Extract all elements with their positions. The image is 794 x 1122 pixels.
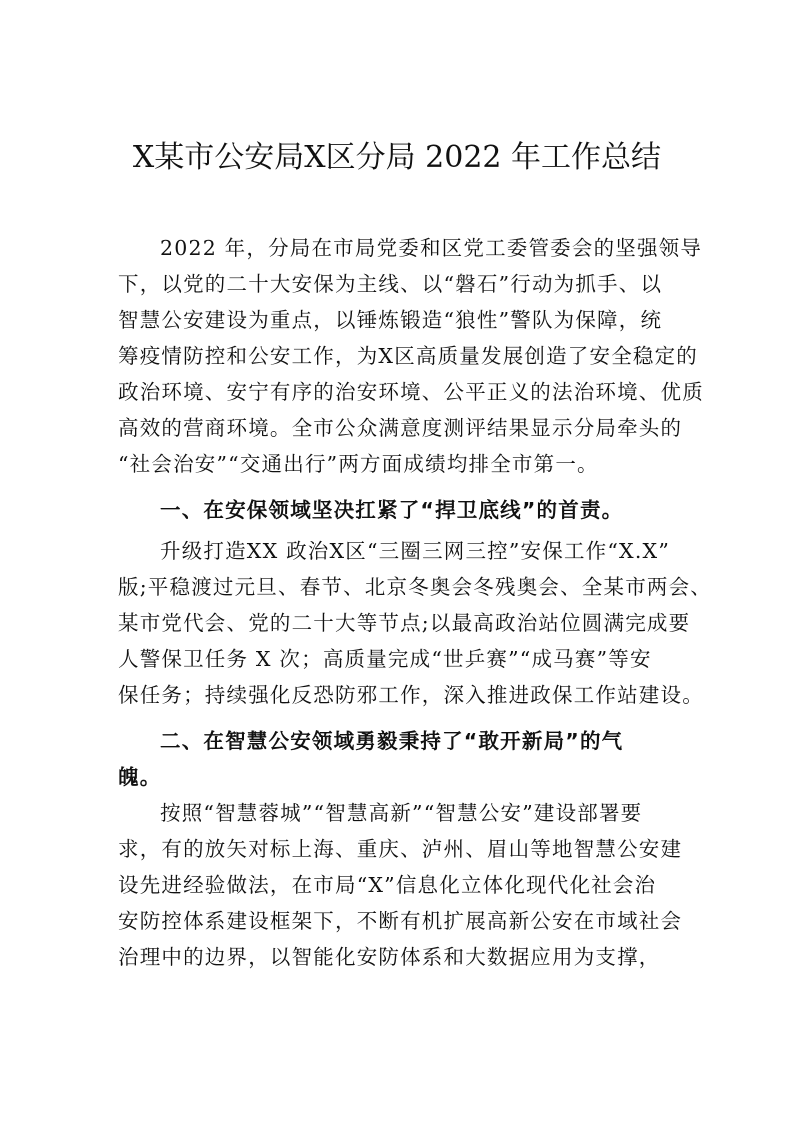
intro-line-4: 筹疫情防控和公安工作，为X区高质量发展创造了安全稳定的	[118, 344, 698, 368]
intro-line-1: 2022 年，分局在市局党委和区党工委管委会的坚强领导	[160, 236, 703, 260]
intro-line-6: 高效的营商环境。全市公众满意度测评结果显示分局牵头的	[118, 416, 683, 440]
intro-line-3: 智慧公安建设为重点，以锤炼锻造“狼性”警队为保障，统	[118, 308, 663, 332]
section2-line-1: 按照“智慧蓉城”“智慧高新”“智慧公安”建设部署要	[160, 801, 643, 825]
section1-line-2: 版;平稳渡过元旦、春节、北京冬奥会冬残奥会、全某市两会、	[118, 575, 713, 599]
section2-line-4: 安防控体系建设框架下，不断有机扩展高新公安在市域社会	[118, 909, 683, 933]
section1-line-3: 某市党代会、党的二十大等节点;以最高政治站位圆满完成要	[118, 611, 691, 635]
section1-heading: 一、在安保领域坚决扛紧了“捍卫底线”的首责。	[160, 498, 624, 522]
document-title: X某市公安局X区分局 2022 年工作总结	[132, 140, 662, 175]
intro-line-5: 政治环境、安宁有序的治安环境、公平正义的法治环境、优质	[118, 380, 704, 404]
section1-line-4: 人警保卫任务 X 次；高质量完成“世乒赛”“成马赛”等安	[118, 647, 652, 671]
section2-heading-line-2: 魄。	[118, 765, 162, 789]
section2-line-2: 求，有的放矢对标上海、重庆、泸州、眉山等地智慧公安建	[118, 837, 683, 861]
section2-heading-line-1: 二、在智慧公安领域勇毅秉持了“敢开新局”的气	[160, 729, 624, 753]
intro-line-2: 下，以党的二十大安保为主线、以“磐石”行动为抓手、以	[118, 272, 663, 296]
section2-line-3: 设先进经验做法，在市局“X”信息化立体化现代化社会治	[118, 873, 657, 897]
section1-line-5: 保任务；持续强化反恐防邪工作，深入推进政保工作站建设。	[118, 683, 704, 707]
section2-line-5: 治理中的边界，以智能化安防体系和大数据应用为支撑，	[118, 945, 661, 969]
intro-line-7: “社会治安”“交通出行”两方面成绩均排全市第一。	[118, 452, 599, 476]
section1-line-1: 升级打造XX 政治X区“三圈三网三控”安保工作“X.X”	[160, 539, 671, 563]
